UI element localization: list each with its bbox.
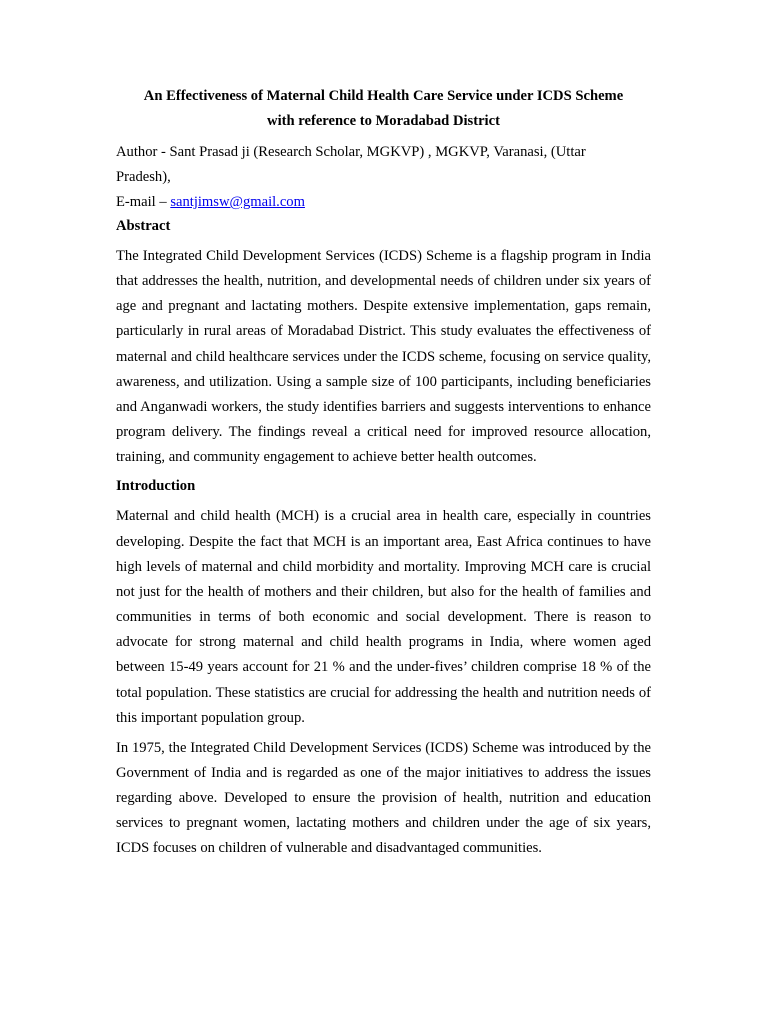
document-page <box>116 84 651 862</box>
paper-title-line-1: An Effectiveness of Maternal Child Health Care Service under ICDS Scheme <box>143 88 624 104</box>
email-line <box>116 190 651 215</box>
abstract-paragraph: The Integrated Child Development Services (ICDS) Scheme is a flagship program in India that addresses the health, nutrition, and developmental needs of children under six years of age and pregnant and lactating mothers. Despite extensive implementation, gaps remain, particularly in rural areas of Moradabad District. This study evaluates the effectiveness of maternal and child healthcare services under the ICDS scheme, focusing on service quality, awareness, and utilization. Using a sample size of 100 participants, including beneficiaries and Anganwadi workers, the study identifies barriers and suggests interventions to enhance program delivery. The findings reveal a critical need for improved resource allocation, training, and community engagement to achieve better health outcomes. <box>116 248 651 466</box>
author-line-1: Author - Sant Prasad ji (Research Scholar, MGKVP) , MGKVP, Varanasi, (Uttar <box>116 144 586 160</box>
introduction-heading: Introduction <box>116 478 196 495</box>
author-block <box>116 140 651 215</box>
paper-title <box>116 84 651 134</box>
email-link[interactable]: santjimsw@gmail.com <box>170 194 305 210</box>
author-line-2: Pradesh), <box>116 169 171 185</box>
introduction-paragraph-1: Maternal and child health (MCH) is a crucial area in health care, especially in countries developing. Despite the fact that MCH is an important area, East Africa continues to have high levels of maternal and child morbidity and mortality. Improving MCH care is crucial not just for the health of mothers and their children, but also for the health of families and communities in terms of both economic and social development. There is reason to advocate for strong maternal and child health programs in India, where women aged between 15-49 years account for 21 % and the under-fives’ children comprise 18 % of the total population. These statistics are crucial for addressing the health and nutrition needs of this important population group. <box>116 508 651 726</box>
email-prefix: E-mail – <box>116 194 171 210</box>
paper-title-line-2: with reference to Moradabad District <box>267 113 500 129</box>
introduction-paragraph-2: In 1975, the Integrated Child Development Services (ICDS) Scheme was introduced by the Government of India and is regarded as one of the major initiatives to address the issues regarding above. Developed to ensure the provision of health, nutrition and education services to pregnant women, lactating mothers and children under the age of six years, ICDS focuses on children of vulnerable and disadvantaged communities. <box>116 739 651 857</box>
abstract-heading: Abstract <box>116 218 171 234</box>
